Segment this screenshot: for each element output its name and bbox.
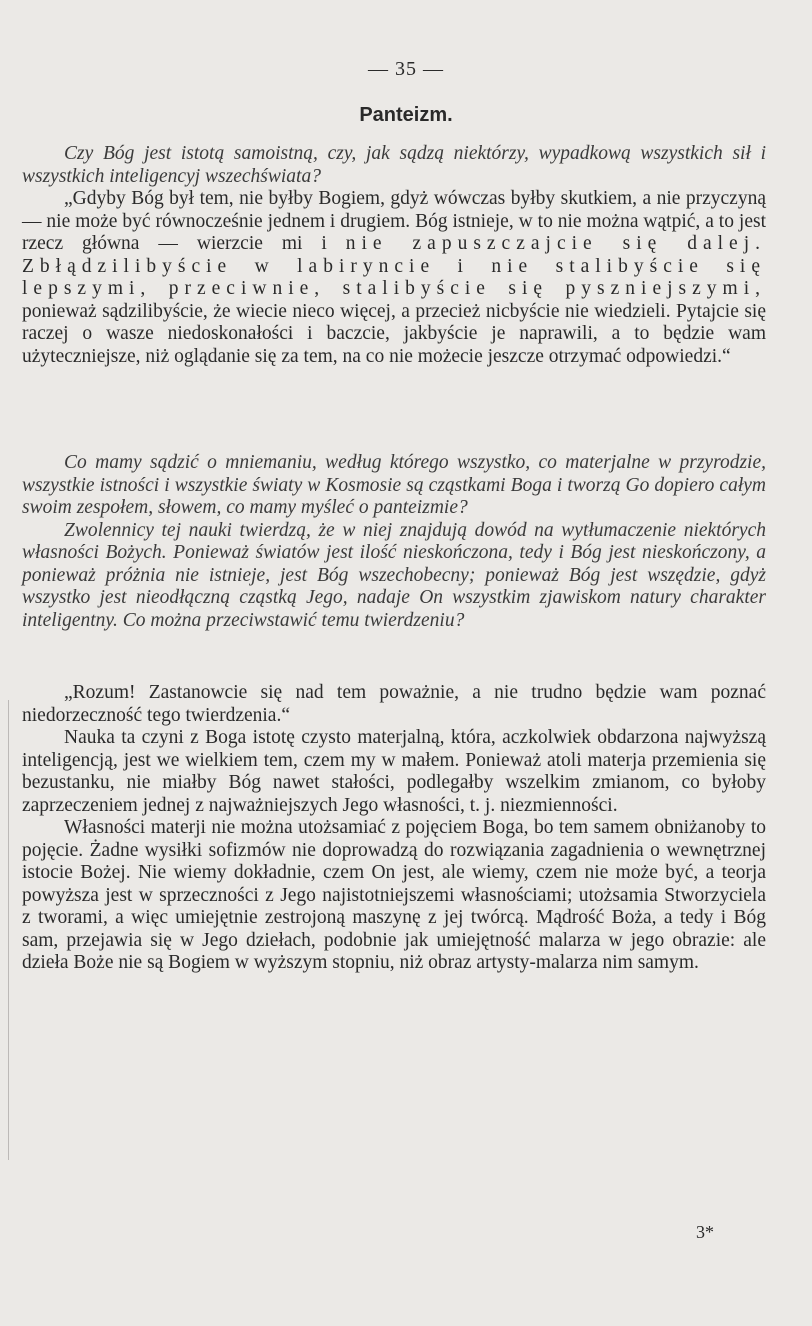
page-edge-line bbox=[8, 700, 9, 1160]
answer-1-part-2: ponieważ sądzilibyście, że wiecie nieco więcej, a przecież nicbyście nie wiedzieli. Pytajcie się raczej o wasze niedoskonałości i baczcie, jakbyście je naprawili, a to będzie wam użyteczniejsze, niż oglądanie się za tem, na co nie możecie jeszcze otrzymać odpowiedzi.“ bbox=[22, 300, 766, 367]
section-2-answer bbox=[22, 682, 766, 975]
answer-1-spaced-2: Zbłądzilibyście w labiryncie i nie stalibyście się lepszymi, przeciwnie, stalibyście się pyszniejszymi, bbox=[22, 255, 766, 299]
question-2: Co mamy sądzić o mniemaniu, według którego wszystko, co materjalne w przyrodzie, wszystkie istności i wszystkie światy w Kosmosie są cząstkami Boga i tworzą Go dopiero całym swoim zespołem, słowem, co mamy myśleć o panteizmie? bbox=[22, 452, 766, 518]
answer-2-paragraph-2: Nauka ta czyni z Boga istotę czysto materjalną, która, aczkolwiek obdarzona najwyższą inteligencją, jest we wielkiem tem, czem my w małem. Ponieważ atoli materja przemienia się bezustanku, nie miałby Bóg nawet stałości, podlegałby wszelkim zmianom, co byłoby zaprzeczeniem jednej z najważniejszych Jego własności, t. j. niezmienności. bbox=[22, 727, 766, 816]
answer-1 bbox=[22, 188, 766, 368]
section-2-question bbox=[22, 452, 766, 632]
signature-mark: 3* bbox=[696, 1222, 714, 1242]
page-title: Panteizm. bbox=[359, 104, 453, 126]
answer-2-paragraph-3: Własności materji nie można utożsamiać z pojęciem Boga, bo tem samem obniżanoby to pojęcie. Żadne wysiłki sofizmów nie doprowadzą do rozwiązania zagadnienia o wewnętrznej istocie Bożej. Nie wiemy dokładnie, czem On jest, ale wiemy, czem nie może być, a teorja powyższa jest w sprzeczności z Jego najistotniejszemi własnościami; utożsamia Stworzyciela z tworami, a więc umiejętnie zestrojoną maszynę z jej twórcą. Mądrość Boża, a tedy i Bóg sam, przejawia się w Jego dziełach, podobnie jak umiejętność malarza w jego obrazie: ale dzieła Boże nie są Bogiem w wyższym stopniu, niż obraz artysty-malarza nim samym. bbox=[22, 817, 766, 973]
question-2-followup: Zwolennicy tej nauki twierdzą, że w niej znajdują dowód na wytłumaczenie niektórych własności Bożych. Ponieważ światów jest ilość nieskończona, tedy i Bóg jest nieskończony, a ponieważ próżnia nie istnieje, jest Bóg wszechobecny; ponieważ Bóg jest wszędzie, gdyż wszystko jest nieodłączną cząstką Jego, nadaje On wszystkim zjawiskom natury charakter inteligentny. Co można przeciwstawić temu twierdzeniu? bbox=[22, 519, 766, 631]
answer-2-paragraph-1: „Rozum! Zastanowcie się nad tem poważnie, a nie trudno będzie wam poznać niedorzeczność tego twierdzenia.“ bbox=[22, 682, 766, 726]
answer-1-spaced-1: nie zapuszczajcie się dalej. bbox=[345, 233, 766, 254]
section-1 bbox=[22, 143, 766, 368]
question-1: Czy Bóg jest istotą samoistną, czy, jak sądzą niektórzy, wypadkową wszystkich sił i wszystkich inteligencyj wszechświata? bbox=[22, 143, 766, 187]
answer-1-part-1: „Gdyby Bóg był tem, nie byłby Bogiem, gdyż wówczas byłby skutkiem, a nie przyczyną — nie może być równocześnie jednem i drugiem. Bóg istnieje, w to nie można wątpić, a to jest rzecz główna — wierzcie mi i bbox=[22, 188, 766, 254]
page-number: — 35 — bbox=[368, 58, 444, 80]
